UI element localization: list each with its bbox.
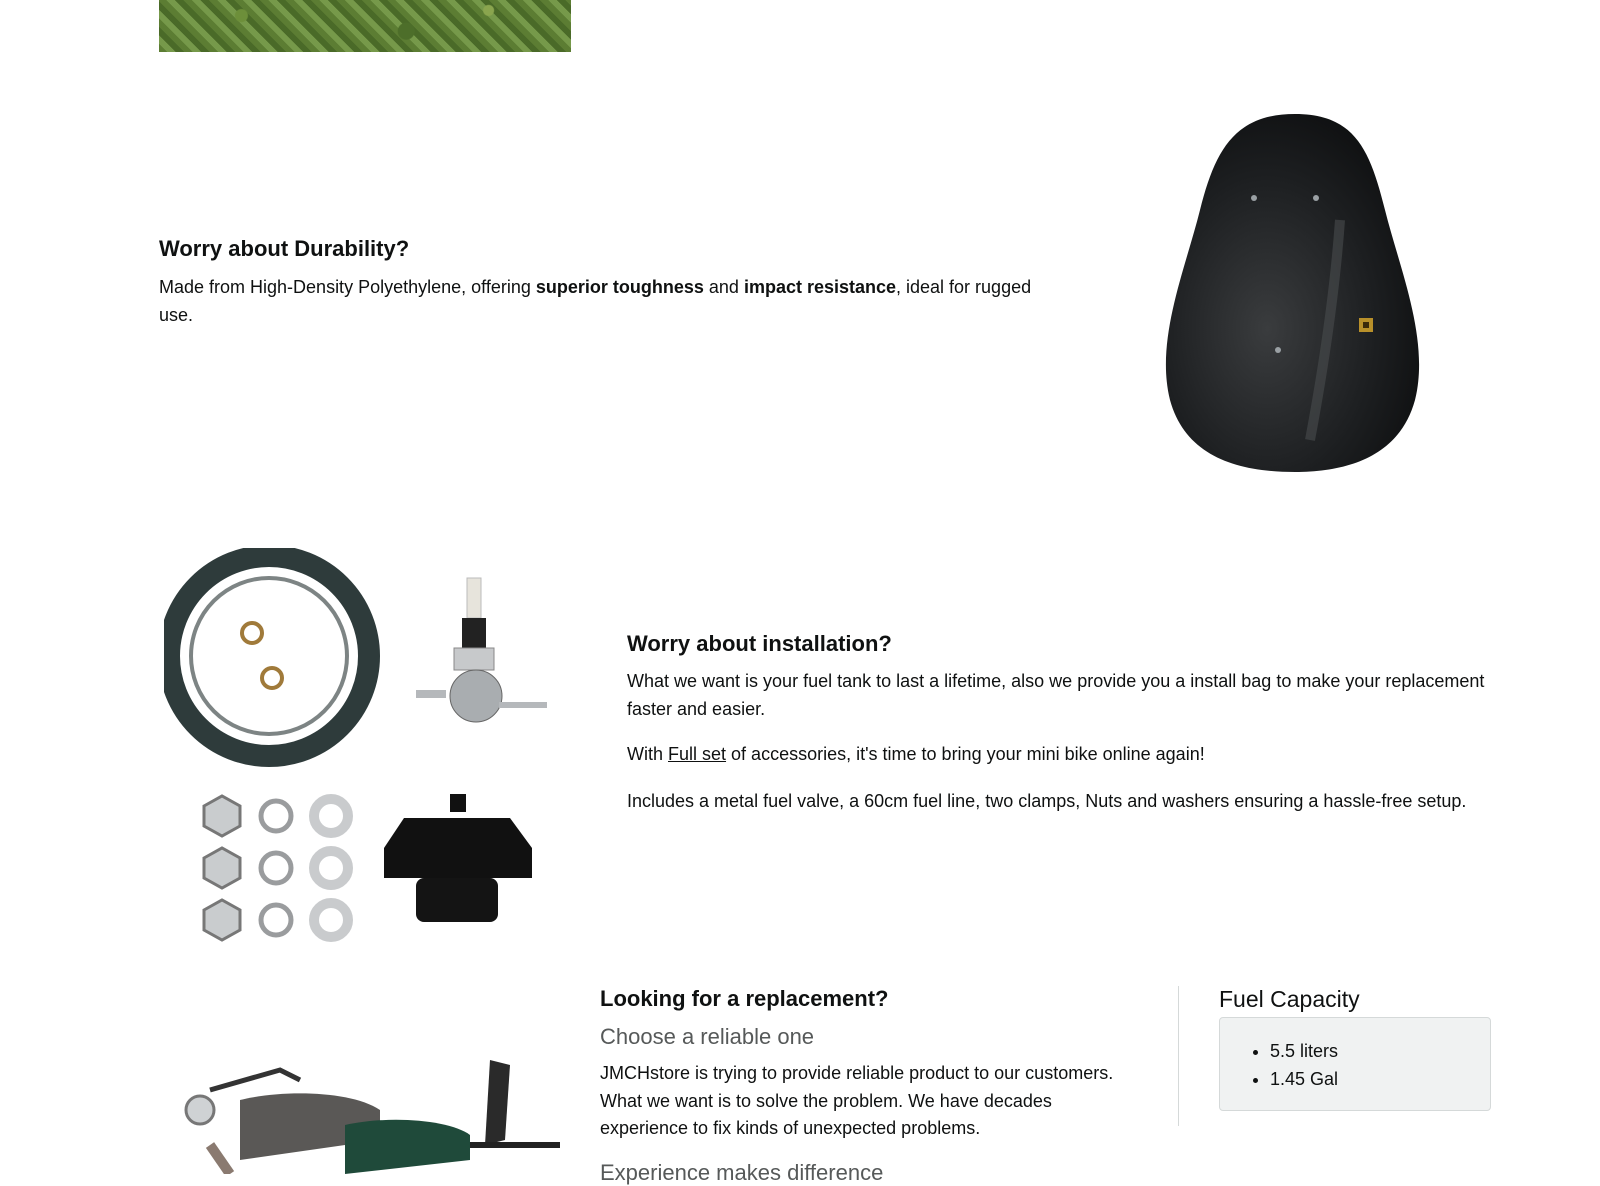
replacement-subtitle: Choose a reliable one	[600, 1024, 815, 1049]
installation-heading: Worry about installation?	[627, 631, 892, 656]
installation-text-1: What we want is your fuel tank to last a lifetime, also we provide you a install bag to make your replacement faster and easier.	[627, 671, 1485, 719]
durability-text: Made from High-Density Polyethylene, offering superior toughness and impact resistance, ideal for rugged use.	[159, 277, 1032, 325]
install-kit-image	[164, 548, 564, 943]
fuel-capacity-item: • 1.45 Gal	[1270, 1066, 1490, 1094]
mini-bike-image	[170, 1050, 570, 1174]
full-set-link[interactable]: Full set	[668, 744, 727, 764]
lifestyle-image	[159, 0, 571, 52]
fuel-capacity-item: • 5.5 liters	[1270, 1038, 1490, 1066]
installation-text-2: With Full set of accessories, it's time to bring your mini bike online again!	[627, 744, 1205, 764]
replacement-text: JMCHstore is trying to provide reliable product to our customers. What we want is to solve the problem. We have decades experience to fix kinds of unexpected problems.	[600, 1063, 1114, 1138]
installation-text-3: Includes a metal fuel valve, a 60cm fuel line, two clamps, Nuts and washers ensuring a hassle-free setup.	[627, 791, 1467, 811]
fuel-capacity-box	[1219, 1017, 1491, 1111]
durability-heading: Worry about Durability?	[159, 236, 410, 261]
replacement-heading: Looking for a replacement?	[600, 986, 889, 1011]
replacement-subtitle-2: Experience makes difference	[600, 1160, 884, 1185]
divider	[1178, 986, 1179, 1126]
fuel-tank-image	[1150, 110, 1440, 475]
fuel-capacity-heading: Fuel Capacity	[1219, 986, 1360, 1012]
